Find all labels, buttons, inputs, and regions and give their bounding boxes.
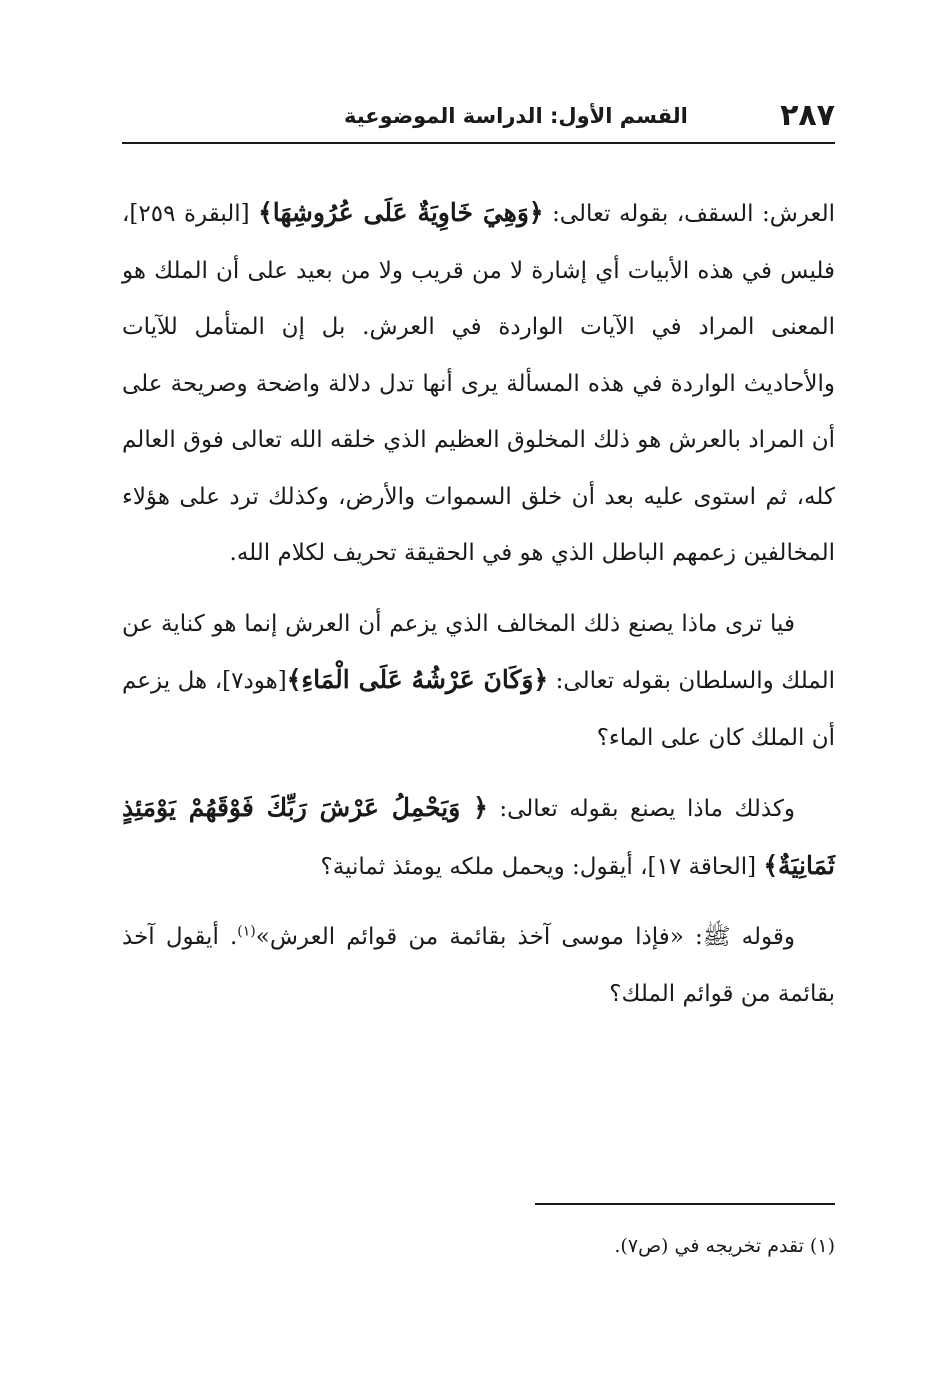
page-header bbox=[122, 96, 835, 144]
paragraph-3 bbox=[122, 780, 835, 895]
paragraph-1-text-b: [البقرة ٢٥٩]، فليس في هذه الأبيات أي إشارة لا من قريب ولا من بعيد على أن الملك هو المعنى المراد في الآيات الواردة في العرش. بل إن المتأمل للآيات والأحاديث الواردة في هذه المسألة يرى أنها تدل دلالة واضحة وصريحة على أن المراد بالعرش هو ذلك المخلوق العظيم الذي خلقه الله تعالى فوق العالم كله، ثم استوى عليه بعد أن خلق السموات والأرض، وكذلك ترد على هؤلاء المخالفين زعمهم الباطل الذي هو في الحقيقة تحريف لكلام الله. bbox=[122, 201, 835, 566]
paragraph-2-text-a: فيا ترى ماذا يصنع ذلك المخالف الذي يزعم أن العرش إنما هو كناية عن الملك والسلطان بقوله تعالى: bbox=[122, 610, 835, 694]
paragraph-1 bbox=[122, 185, 835, 582]
paragraph-4-text-a: وقوله ﷺ: «فإذا موسى آخذ بقائمة من قوائم العرش» bbox=[255, 924, 795, 950]
paragraph-1-text-a: العرش: السقف، بقوله تعالى: bbox=[543, 201, 835, 227]
paragraph-3-text-a: وكذلك ماذا يصنع بقوله تعالى: bbox=[487, 796, 795, 822]
paragraph-2-text-b: [هود٧]، هل يزعم أن الملك كان على الماء؟ bbox=[122, 668, 835, 751]
paragraph-4-text-b: . أيقول آخذ بقائمة من قوائم الملك؟ bbox=[122, 924, 835, 1007]
quran-verse-3: ﴿ وَيَحْمِلُ عَرْشَ رَبِّكَ فَوْقَهُمْ يَوْمَئِذٍ ثَمَانِيَةٌ﴾ bbox=[122, 793, 835, 880]
footnote-ref-1[interactable]: (١) bbox=[237, 923, 256, 940]
quran-verse-2: ﴿وَكَانَ عَرْشُهُ عَلَى الْمَاءِ﴾ bbox=[286, 665, 549, 694]
paragraph-3-text-b: [الحاقة ١٧]، أيقول: ويحمل ملكه يومئذ ثمانية؟ bbox=[320, 853, 764, 880]
body-text bbox=[122, 185, 835, 1022]
footnote-divider bbox=[535, 1203, 835, 1205]
page-number: ٢٨٧ bbox=[780, 98, 835, 133]
running-title: القسم الأول: الدراسة الموضوعية bbox=[344, 104, 688, 128]
quran-verse-1: ﴿وَهِيَ خَاوِيَةٌ عَلَى عُرُوشِهَا﴾ bbox=[258, 198, 544, 227]
footnote-1: (١) تقدم تخريجه في (ص٧). bbox=[614, 1235, 835, 1257]
paragraph-4 bbox=[122, 909, 835, 1022]
paragraph-2 bbox=[122, 596, 835, 767]
